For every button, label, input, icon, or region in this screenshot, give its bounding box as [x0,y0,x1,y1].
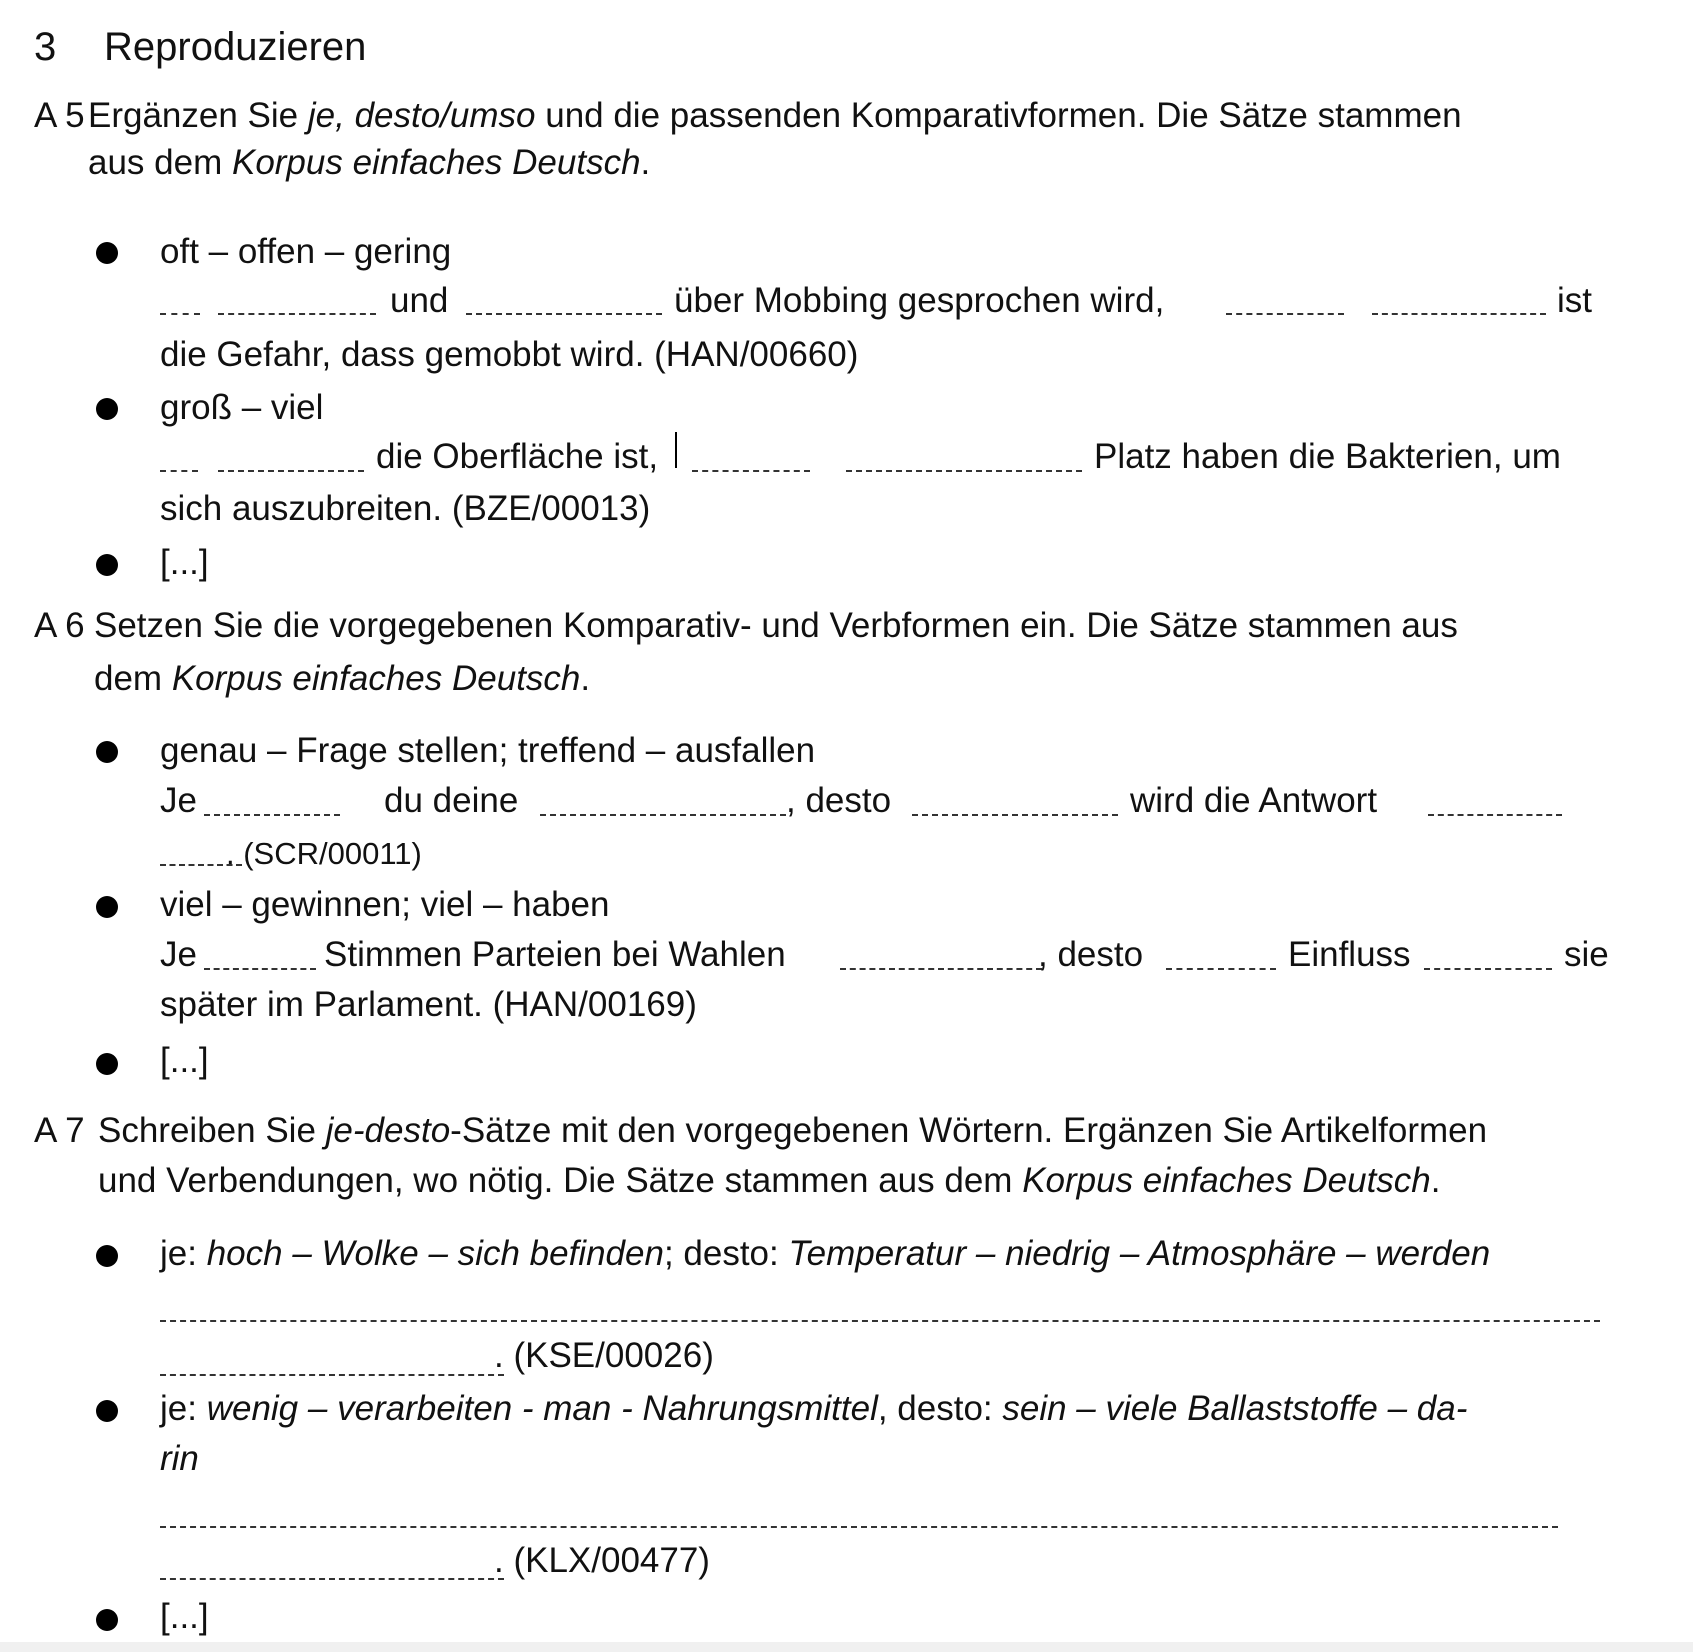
a7-instr2-post: . [1430,1161,1441,1200]
a5-item2-text2: Platz haben die Bakterien, um [1094,437,1561,476]
blank-field[interactable] [1226,313,1344,315]
bullet-icon [96,1245,118,1267]
a6-item2-text5: sie [1564,935,1609,974]
a5-instruction-line1 [88,91,1462,141]
a7-item2-source: . (KLX/00477) [494,1541,710,1580]
bullet-icon [96,741,118,763]
blank-field[interactable] [1166,968,1276,970]
a6-label: A 6 [34,606,85,645]
a6-instr2-pre: dem [94,659,172,698]
bullet-icon [96,896,118,918]
blank-field[interactable] [160,470,198,472]
a6-item3-cue: [...] [160,1041,209,1080]
a7-item1-source: . (KSE/00026) [494,1336,714,1375]
page-bottom-edge [0,1642,1693,1652]
blank-field[interactable] [540,814,786,816]
blank-field[interactable] [692,470,810,472]
a6-item2-text4: Einfluss [1288,935,1411,974]
a5-item1-text3: ist [1557,281,1592,320]
blank-field[interactable] [466,313,662,315]
bullet-icon [96,1053,118,1075]
a5-item2-cue: groß – viel [160,388,324,427]
a6-instruction-line2 [94,654,590,704]
a5-instr-ital: je, desto/umso [307,96,536,135]
a5-instr2-pre: aus dem [88,143,232,182]
a7-item1-je-words: hoch – Wolke – sich befinden [206,1234,664,1273]
answer-line[interactable] [160,1526,1558,1528]
blank-field[interactable] [218,470,364,472]
a5-item2-line2: sich auszubreiten. (BZE/00013) [160,489,651,528]
bullet-icon [96,1609,118,1631]
a5-item1-cue: oft – offen – gering [160,232,452,271]
a5-instruction-line2 [88,138,650,188]
a5-item2-text1: die Oberfläche ist, [376,437,659,476]
a7-item1-desto-words: Temperatur – niedrig – Atmosphäre – werden [788,1234,1491,1273]
blank-field[interactable] [912,814,1118,816]
a6-item2-cue: viel – gewinnen; viel – haben [160,885,610,924]
a7-item3-cue: [...] [160,1597,209,1636]
bullet-icon [96,554,118,576]
a6-item2-text2: Stimmen Parteien bei Wahlen [324,935,786,974]
a7-item2-je-words: wenig – verarbeiten - man - Nahrungsmittel [206,1389,878,1428]
a5-item1-text1: und [390,281,449,320]
a6-item2-text1: Je [160,935,197,974]
a7-instruction-line2 [98,1156,1441,1206]
a7-instr-pre: Schreiben Sie [98,1111,326,1150]
answer-line[interactable] [160,1320,1600,1322]
a6-item1-text2: du deine [384,781,519,820]
blank-field[interactable] [218,313,376,315]
a7-item2-prompt [160,1384,1467,1434]
a7-instr-post: -Sätze mit den vorgegebenen Wörtern. Ergänzen Sie Artikelformen [450,1111,1488,1150]
a5-instr-post: und die passenden Komparativformen. Die Sätze stammen [535,96,1462,135]
section-number: 3 [34,25,57,69]
a7-instr-ital: je-desto [325,1111,451,1150]
a5-instr-pre: Ergänzen Sie [88,96,308,135]
answer-line[interactable] [160,1578,504,1580]
a7-item2-prompt-cont: rin [160,1439,199,1478]
blank-field[interactable] [846,470,1082,472]
a6-item1-line2: . (SCR/00011) [226,836,422,871]
a5-item3-cue: [...] [160,543,209,582]
a7-instr2-ital: Korpus einfaches Deutsch [1022,1161,1431,1200]
section-title: Reproduzieren [104,25,367,69]
a5-item1-line2: die Gefahr, dass gemobbt wird. (HAN/00660) [160,335,859,374]
a7-item1-desto: ; desto: [663,1234,789,1273]
bullet-icon [96,242,118,264]
blank-field[interactable] [204,814,340,816]
a7-item1-prompt [160,1229,1490,1279]
a6-item1-text1: Je [160,781,197,820]
bullet-icon [96,1400,118,1422]
a6-item1-text3: , desto [786,781,892,820]
a6-item2-text3: , desto [1038,935,1144,974]
a6-item1-text4: wird die Antwort [1130,781,1378,820]
bullet-icon [96,398,118,420]
blank-field[interactable] [1372,313,1546,315]
a7-label: A 7 [34,1111,85,1150]
blank-field[interactable] [1424,968,1552,970]
a7-item2-desto: , desto: [877,1389,1003,1428]
a6-instruction-line1: Setzen Sie die vorgegebenen Komparativ- und Verbformen ein. Die Sätze stammen aus [94,606,1458,645]
answer-line[interactable] [160,1374,504,1376]
text-cursor [675,432,677,468]
section-heading [34,22,367,72]
a6-instr2-ital: Korpus einfaches Deutsch [171,659,581,698]
a5-instr2-ital: Korpus einfaches Deutsch [231,143,641,182]
blank-field[interactable] [1428,814,1562,816]
a6-item2-line2: später im Parlament. (HAN/00169) [160,985,697,1024]
a5-item1-text2: über Mobbing gesprochen wird, [674,281,1165,320]
a6-item1-cue: genau – Frage stellen; treffend – ausfallen [160,731,816,770]
a7-item1-je: je: [160,1234,207,1273]
a7-instr2-pre: und Verbendungen, wo nötig. Die Sätze stammen aus dem [98,1161,1023,1200]
blank-field[interactable] [840,968,1042,970]
a5-label: A 5 [34,96,85,135]
a5-instr2-post: . [640,143,651,182]
a7-item2-desto-words: sein – viele Ballaststoffe – da- [1002,1389,1468,1428]
a7-item2-je: je: [160,1389,207,1428]
blank-field[interactable] [204,968,316,970]
blank-field[interactable] [160,313,200,315]
a6-instr2-post: . [580,659,591,698]
a7-instruction-line1 [98,1106,1487,1156]
